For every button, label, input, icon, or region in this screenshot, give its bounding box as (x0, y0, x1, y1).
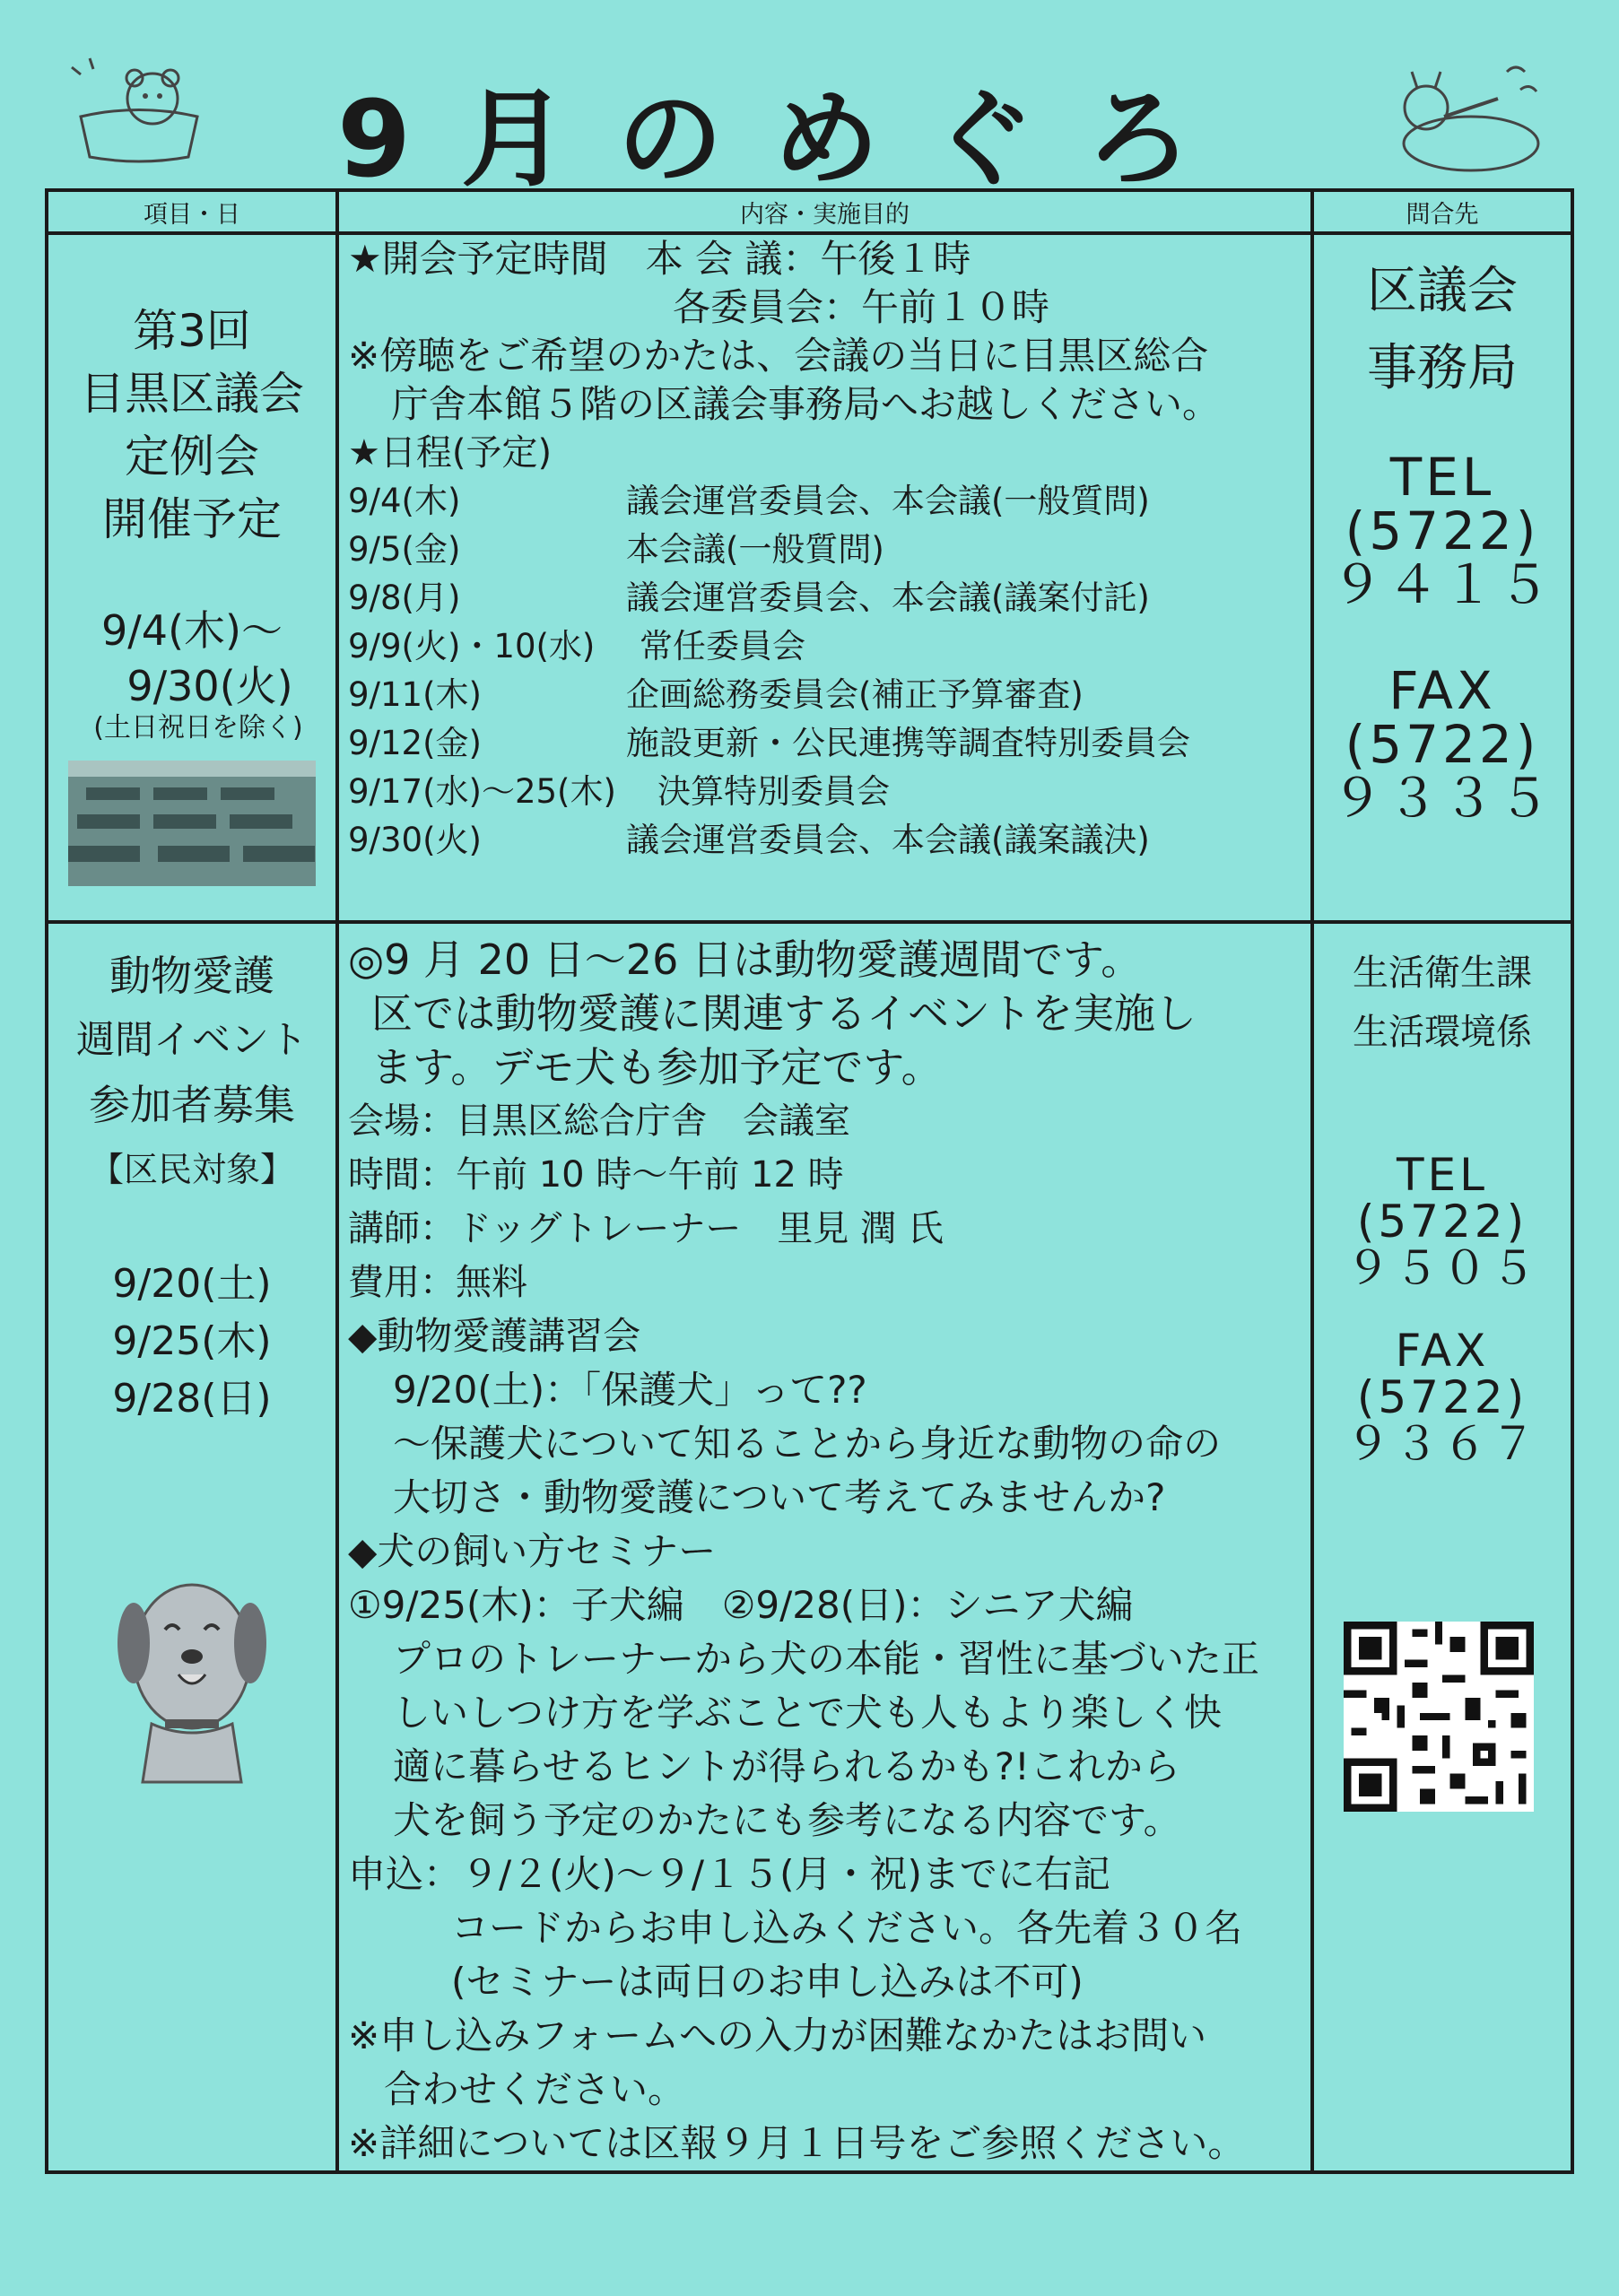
schedule-row: 9/11(木) 企画総務委員会(補正予算審査) (348, 675, 1084, 714)
dog-illustration (116, 1571, 268, 1787)
apply-info: 申込：９/２(火)～９/１５(月・祝)までに右記 (348, 1852, 1110, 1896)
seminar-title: ◆犬の飼い方セミナー (348, 1529, 717, 1573)
council-date-note: (土日祝日を除く) (93, 712, 303, 744)
qr-code[interactable] (1344, 1622, 1534, 1812)
council-chamber-photo (68, 761, 316, 886)
council-content-cell: ★開会予定時間 本 会 議：午後１時 各委員会：午前１０時 ※傍聴をご希望のかたは、会議の当日に目黒区総合 庁舎本館５階の区議会事務局へお越しください。 ★日程(予定) 9/4(木) 議会運営委員会、本会議(一般質問) 9/5(金) 本会議(一般質問) 9/8(月) 議会運営委員会、本会議(議案付託) 9/9(火)・10(水) 常任委員会 9/11(木) 企画総務委員会(補正予算審査) 9/12(金) 施設更新・公民連携等調査特別委員会 9/17(水)～25(木) 決算特別委員会 9/30(火) 議会運営委員会、本会議(議案議決) (337, 233, 1312, 922)
schedule-row: 9/8(月) 議会運営委員会、本会議(議案付託) (348, 578, 1150, 617)
schedule-row: 9/4(木) 議会運営委員会、本会議(一般質問) (348, 482, 1150, 520)
header-item-date: 項目・日 (47, 190, 337, 233)
council-dates: 9/4(木)～ 9/30(火) (101, 606, 293, 710)
council-contact-cell: 区議会 事務局 TEL (5722) ９４１５ FAX (5722) ９３３５ (1312, 233, 1572, 922)
animal-content-cell: ◎9 月 20 日～26 日は動物愛護週間です。 区では動物愛護に関連するイベントを実施し ます。デモ犬も参加予定です。 会場：目黒区総合庁舎 会議室 時間：午前 10 時～午前 12 時 講師：ドッグトレーナー 里見 潤 氏 費用：無料 ◆動物愛護講習会 9/20(土)：「保護犬」って?? ～保護犬について知ることから身近な動物の命の 大切さ・動物愛護について考えてみませんか? ◆犬の飼い方セミナー ①9/25(木)：子犬編 ②9/28(日)：シニア犬編 プロのトレーナーから犬の本能・習性に基づいた正 しいしつけ方を学ぶことで犬も人もより楽しく快 適に暮らせるヒントが得られるかも?!これから 犬を飼う予定のかたにも参考になる内容です。 申込：９/２(火)～９/１５(月・祝)までに右記 コードからお申し込みください。各先着３０名 (セミナーは両日のお申し込みは不可) ※申し込みフォームへの入力が困難なかたはお問い 合わせください。 ※詳細については区報９月１日号をご参照ください。 (337, 922, 1312, 2172)
council-fax: FAX (5722) ９３３５ (1330, 660, 1554, 829)
animal-title: 動物愛護 週間イベント 参加者募集 【区民対象】 (76, 952, 308, 1189)
animal-fax: FAX (5722) ９３６７ (1345, 1325, 1539, 1470)
seminar-dates: ①9/25(木)：子犬編 ②9/28(日)：シニア犬編 (348, 1583, 1134, 1627)
header-contact: 問合先 (1312, 190, 1572, 233)
council-item-cell (47, 233, 337, 922)
animal-dates: 9/20(土) 9/25(木) 9/28(日) (112, 1261, 272, 1422)
bear-in-pot-illustration (63, 49, 215, 166)
page-title: 9月のめぐろ (336, 77, 1242, 201)
animal-contact-cell: 生活衛生課 生活環境係 TEL (5722) ９５０５ FAX (5722) ９３６７ (1312, 922, 1572, 2172)
council-schedule (348, 477, 1310, 865)
animal-tel: TEL (5722) ９５０５ (1345, 1149, 1539, 1294)
bee-musician-illustration (1372, 54, 1552, 179)
schedule-row: 9/5(金) 本会議(一般質問) (348, 530, 884, 569)
animal-item-cell (47, 922, 337, 2172)
council-contact-name: 区議会 (1367, 262, 1518, 320)
schedule-row: 9/30(火) 議会運営委員会、本会議(議案議決) (348, 821, 1150, 859)
animal-contact-name: 生活衛生課 (1353, 952, 1532, 994)
schedule-row: 9/12(金) 施設更新・公民連携等調査特別委員会 (348, 724, 1190, 762)
council-tel: TEL (5722) ９４１５ (1330, 447, 1554, 615)
lecture-title: ◆動物愛護講習会 (348, 1314, 641, 1358)
schedule-row: 9/17(水)～25(木) 決算特別委員会 (348, 772, 890, 811)
header-content: 内容・実施目的 (337, 190, 1312, 233)
schedule-row: 9/9(火)・10(水) 常任委員会 (348, 627, 805, 665)
council-title: 第3回 目黒区議会 定例会 開催予定 (80, 305, 304, 545)
info-table (45, 188, 1574, 2174)
